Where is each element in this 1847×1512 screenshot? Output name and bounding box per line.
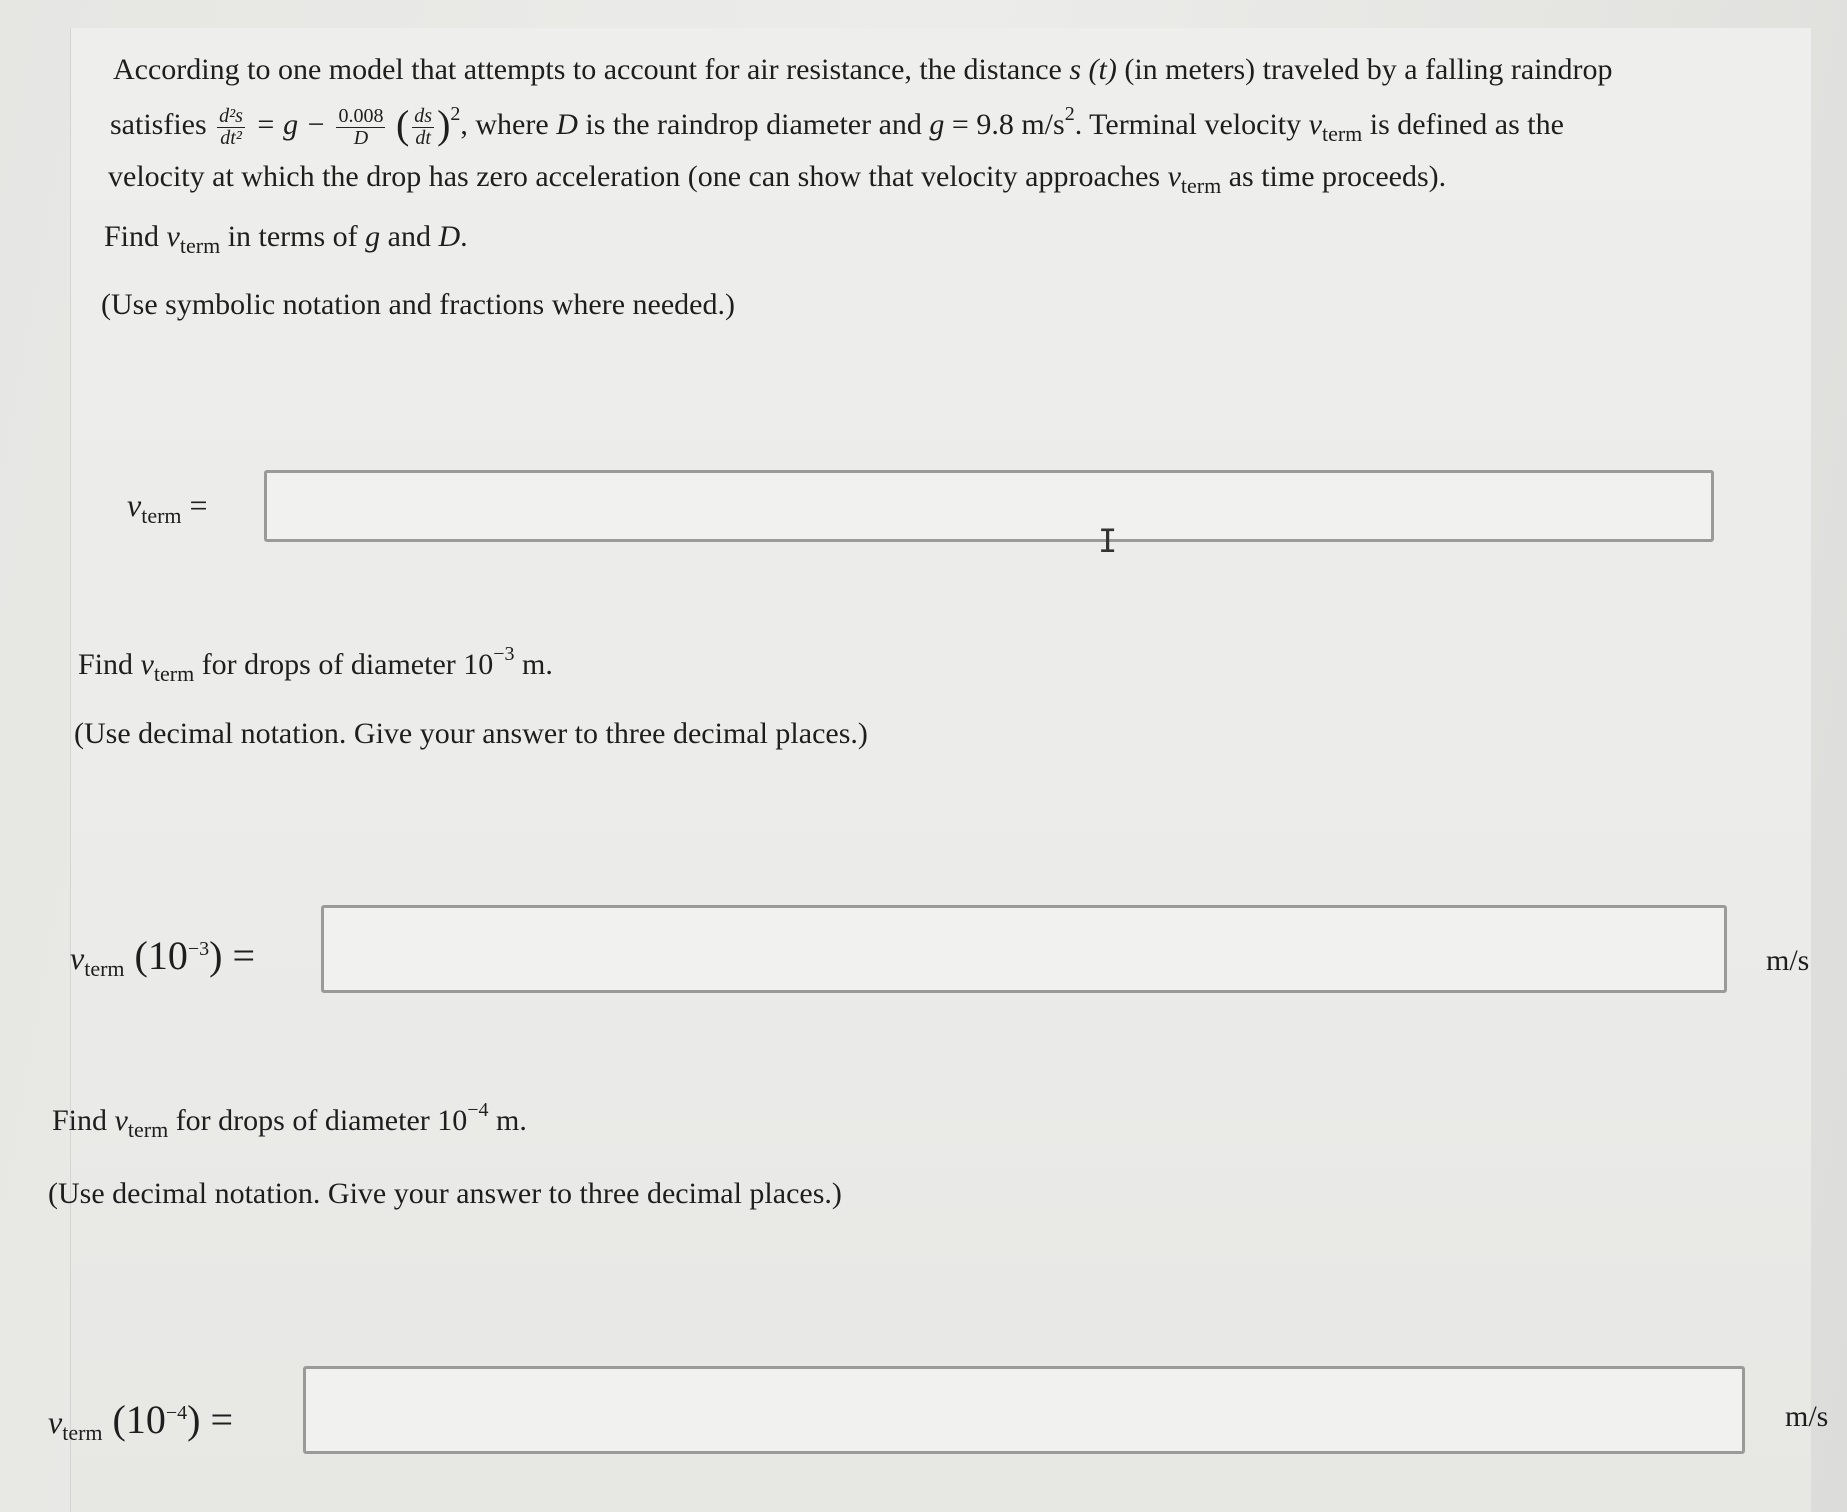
q1-prompt: Find $v_{term}$ in terms of g and D. <box>104 220 468 258</box>
q1-hint: (Use symbolic notation and fractions where needed.) <box>101 288 735 321</box>
q2-prompt: Find $v_{term}$ for drops of diameter $10^{-3}$ m. <box>78 643 553 686</box>
q1-answer-field[interactable] <box>264 470 1714 542</box>
q3-answer-field[interactable] <box>303 1366 1745 1454</box>
problem-line-2: satisfies $\frac{\text{d²s}}{\text{dt²}}$ = g − $\frac{0.008}{D}$ ( $\frac{ds}{dt}$ )$^2$, where D is the raindrop diameter and g = 9.8 $m/s^2$. Terminal velocity $v_{term}$ is defined as the <box>110 102 1564 149</box>
first-derivative-fraction: $\frac{ds}{dt}$ <box>414 104 433 149</box>
q3-prompt: Find $v_{term}$ for drops of diameter $10^{-4}$ m. <box>52 1099 527 1142</box>
q2-answer-field[interactable] <box>321 905 1727 993</box>
q3-answer-label: $v_{term}$ $(10^{-4})$ = <box>48 1397 234 1445</box>
text-cursor-icon: I <box>1098 522 1118 560</box>
q2-unit: m/s <box>1766 944 1810 977</box>
problem-line-1: According to one model that attempts to account for air resistance, the distance s (t) (in meters) traveled by a falling raindrop <box>113 53 1613 86</box>
problem-line-3: velocity at which the drop has zero acceleration (one can show that velocity approaches $v_{term}$ as time proceeds). <box>108 160 1447 198</box>
q3-unit: m/s <box>1785 1400 1829 1433</box>
q2-answer-label: $v_{term}$ $(10^{-3})$ = <box>70 933 256 981</box>
second-derivative-fraction: $\frac{\text{d²s}}{\text{dt²}}$ <box>219 104 243 149</box>
q2-hint: (Use decimal notation. Give your answer to three decimal places.) <box>74 717 868 750</box>
q1-answer-label: $v_{term}$ = <box>127 487 208 528</box>
q3-hint: (Use decimal notation. Give your answer to three decimal places.) <box>48 1177 842 1210</box>
coefficient-fraction: $\frac{0.008}{D}$ <box>338 104 384 149</box>
